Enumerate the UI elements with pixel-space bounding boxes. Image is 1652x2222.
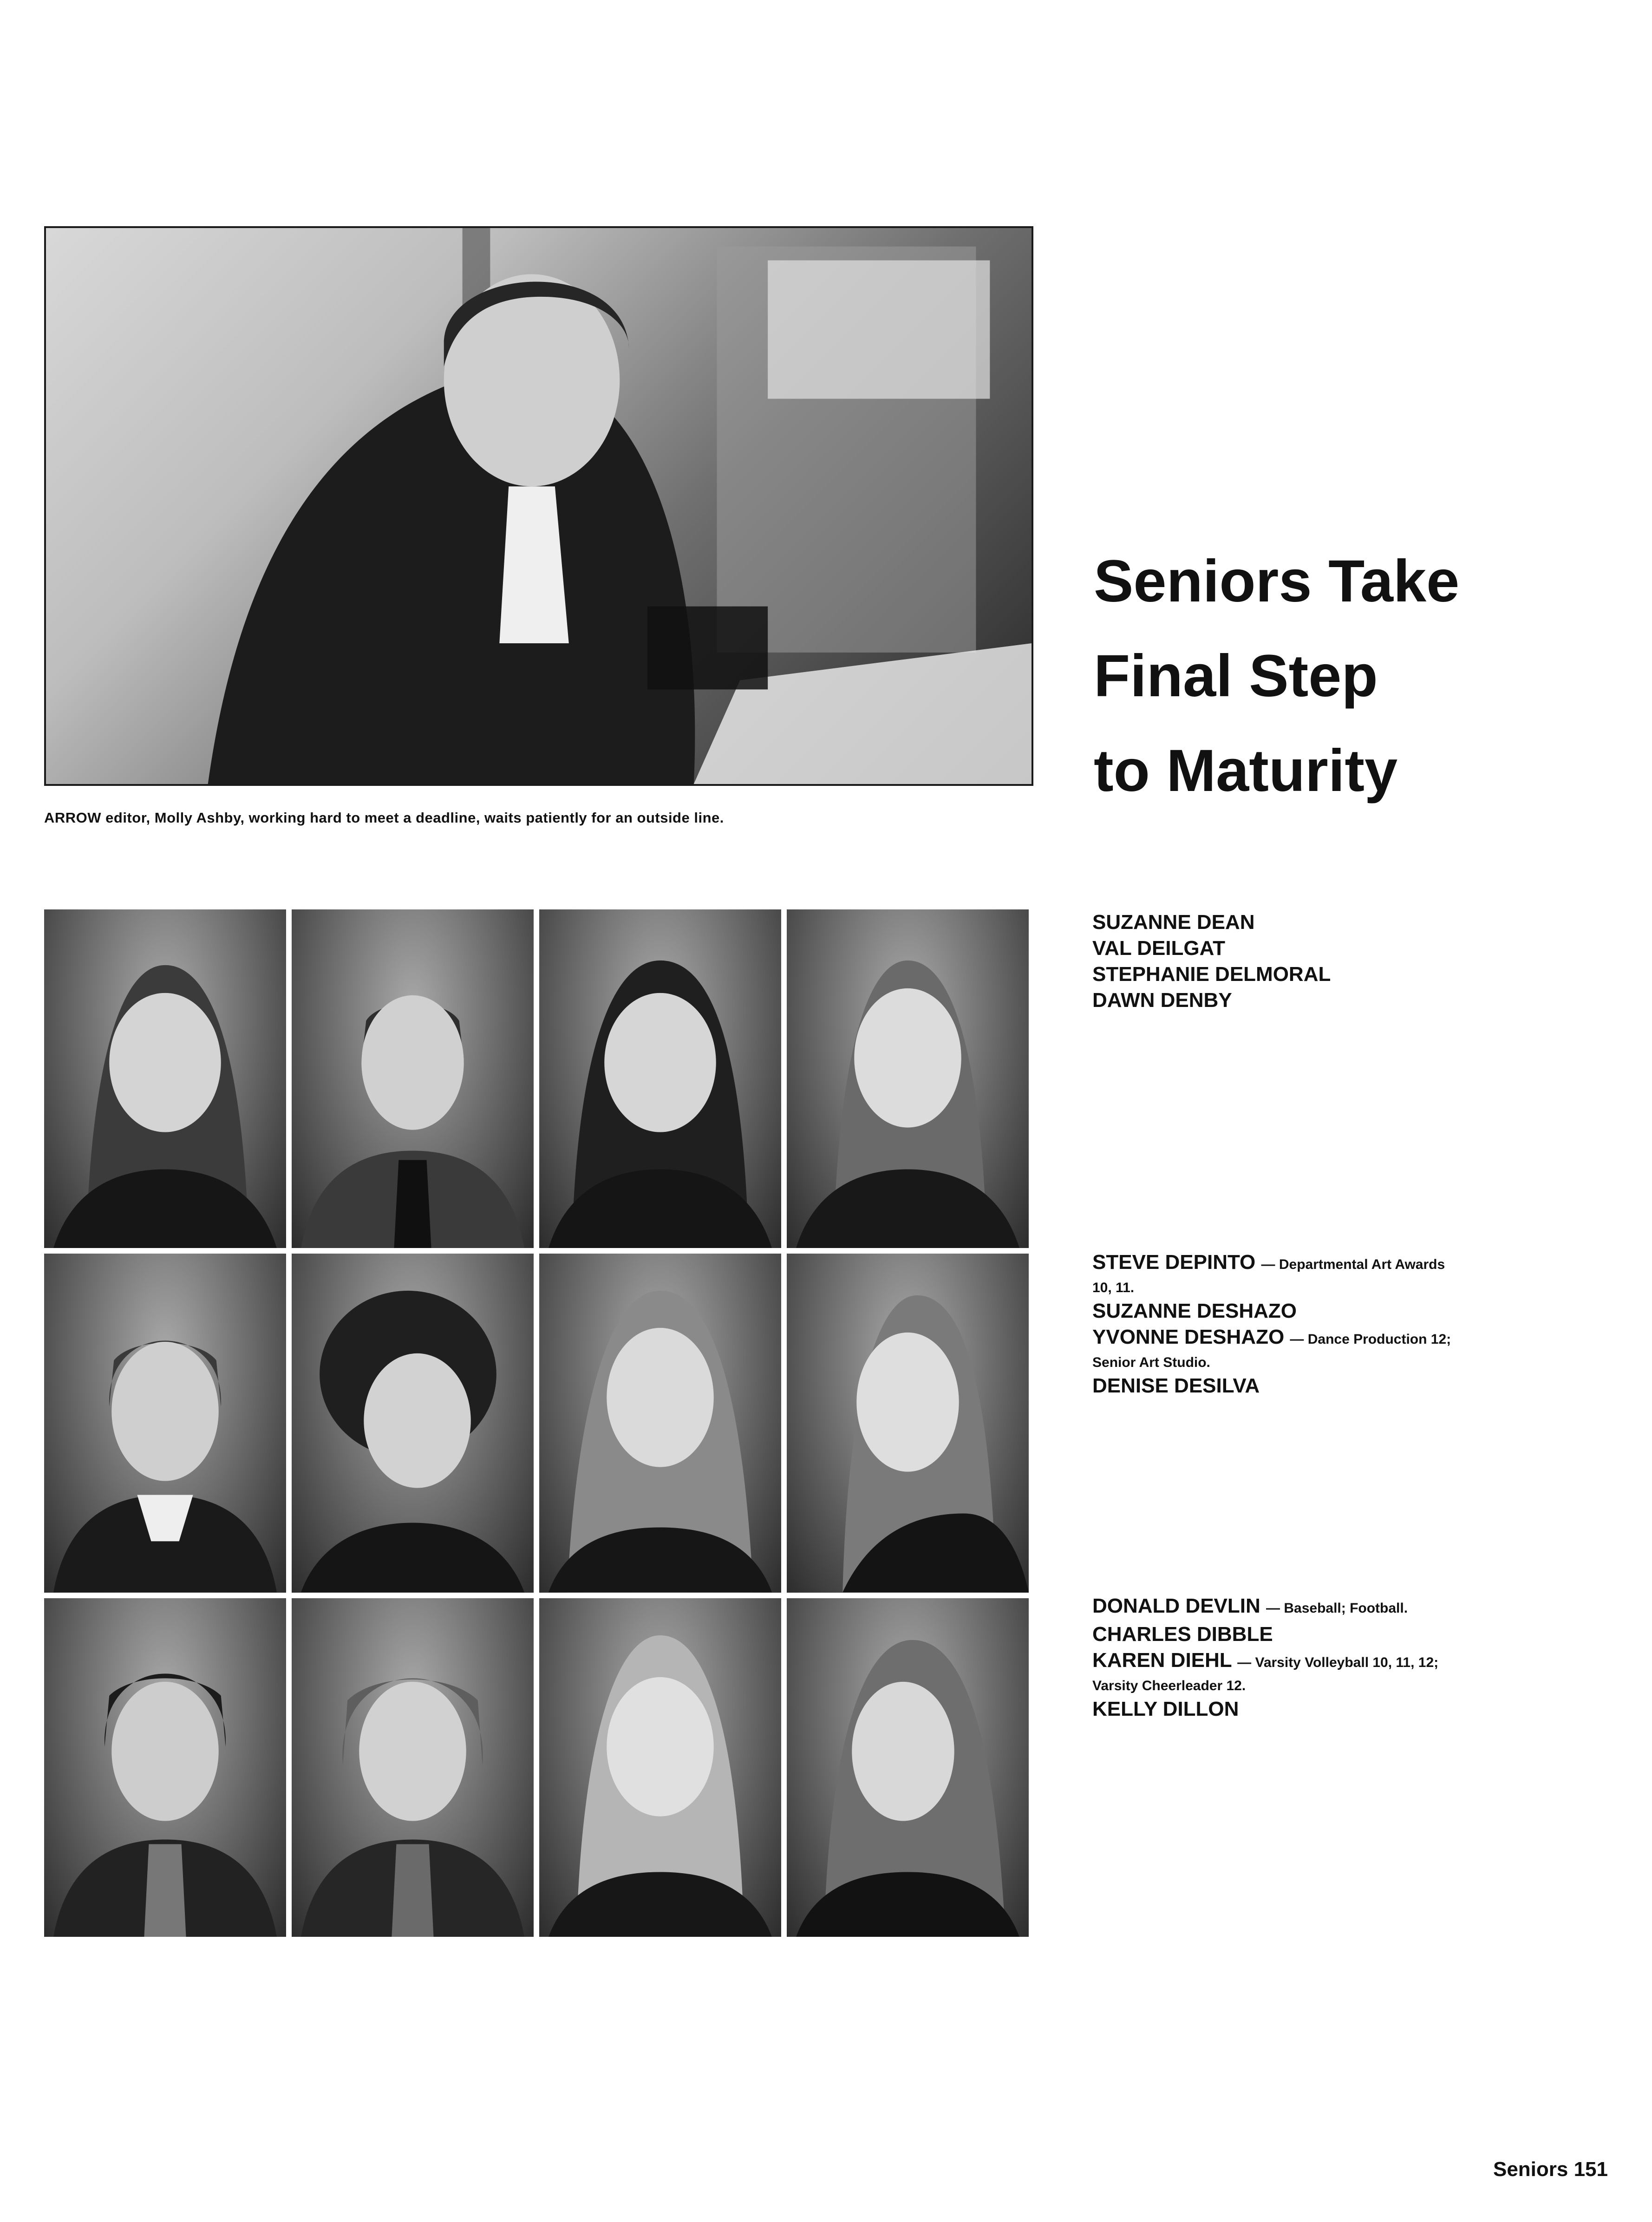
portrait-steve-depinto — [44, 1254, 286, 1592]
feature-photo — [44, 226, 1033, 786]
portrait-stephanie-delmoral — [539, 909, 781, 1248]
activity-note-continued: Varsity Cheerleader 12. — [1092, 1678, 1246, 1693]
feature-photo-illustration — [46, 228, 1032, 784]
name-group-3 — [1092, 1593, 1626, 1722]
activity-note: — Dance Production 12; — [1290, 1332, 1451, 1347]
activity-note: — Varsity Volleyball 10, 11, 12; — [1237, 1655, 1439, 1670]
activity-note: — Departmental Art Awards — [1261, 1257, 1445, 1272]
senior-entry — [1092, 1249, 1626, 1278]
senior-name: SUZANNE DEAN — [1092, 911, 1255, 934]
senior-name: DAWN DENBY — [1092, 989, 1232, 1012]
senior-entry — [1092, 1324, 1626, 1353]
portrait-charles-dibble — [292, 1598, 534, 1937]
senior-name: STEPHANIE DELMORAL — [1092, 963, 1331, 986]
senior-name: STEVE DEPINTO — [1092, 1251, 1256, 1274]
headline-line: Seniors Take — [1094, 548, 1460, 614]
photo-caption: ARROW editor, Molly Ashby, working hard to meet a deadline, waits patiently for an outside line. — [44, 810, 724, 826]
name-group-1 — [1092, 909, 1626, 1013]
portrait-karen-diehl — [539, 1598, 781, 1937]
activity-note: — Baseball; Football. — [1266, 1601, 1408, 1616]
senior-name: YVONNE DESHAZO — [1092, 1326, 1285, 1348]
senior-entry — [1092, 1647, 1626, 1676]
senior-name: KAREN DIEHL — [1092, 1649, 1232, 1672]
page-folio: Seniors 151 — [1493, 2158, 1608, 2181]
portrait-val-deilgat — [292, 909, 534, 1248]
senior-name: SUZANNE DESHAZO — [1092, 1300, 1297, 1322]
portrait-dawn-denby — [787, 909, 1029, 1248]
senior-entry — [1092, 1593, 1626, 1621]
portrait-yvonne-deshazo — [539, 1254, 781, 1592]
portrait-suzanne-deshazo — [292, 1254, 534, 1592]
activity-note-continued: Senior Art Studio. — [1092, 1355, 1210, 1370]
page-headline — [1094, 534, 1614, 818]
senior-name: DENISE DESILVA — [1092, 1374, 1260, 1397]
senior-name: CHARLES DIBBLE — [1092, 1623, 1273, 1646]
portrait-suzanne-dean — [44, 909, 286, 1248]
name-group-2 — [1092, 1249, 1626, 1399]
portrait-grid — [44, 909, 1029, 1937]
senior-name: DONALD DEVLIN — [1092, 1595, 1260, 1617]
activity-note-continued: 10, 11. — [1092, 1280, 1135, 1295]
headline-line: Final Step — [1094, 643, 1378, 709]
portrait-donald-devlin — [44, 1598, 286, 1937]
headline-line: to Maturity — [1094, 738, 1398, 804]
portrait-kelly-dillon — [787, 1598, 1029, 1937]
senior-name: VAL DEILGAT — [1092, 937, 1225, 960]
portrait-denise-desilva — [787, 1254, 1029, 1592]
senior-name: KELLY DILLON — [1092, 1698, 1239, 1720]
